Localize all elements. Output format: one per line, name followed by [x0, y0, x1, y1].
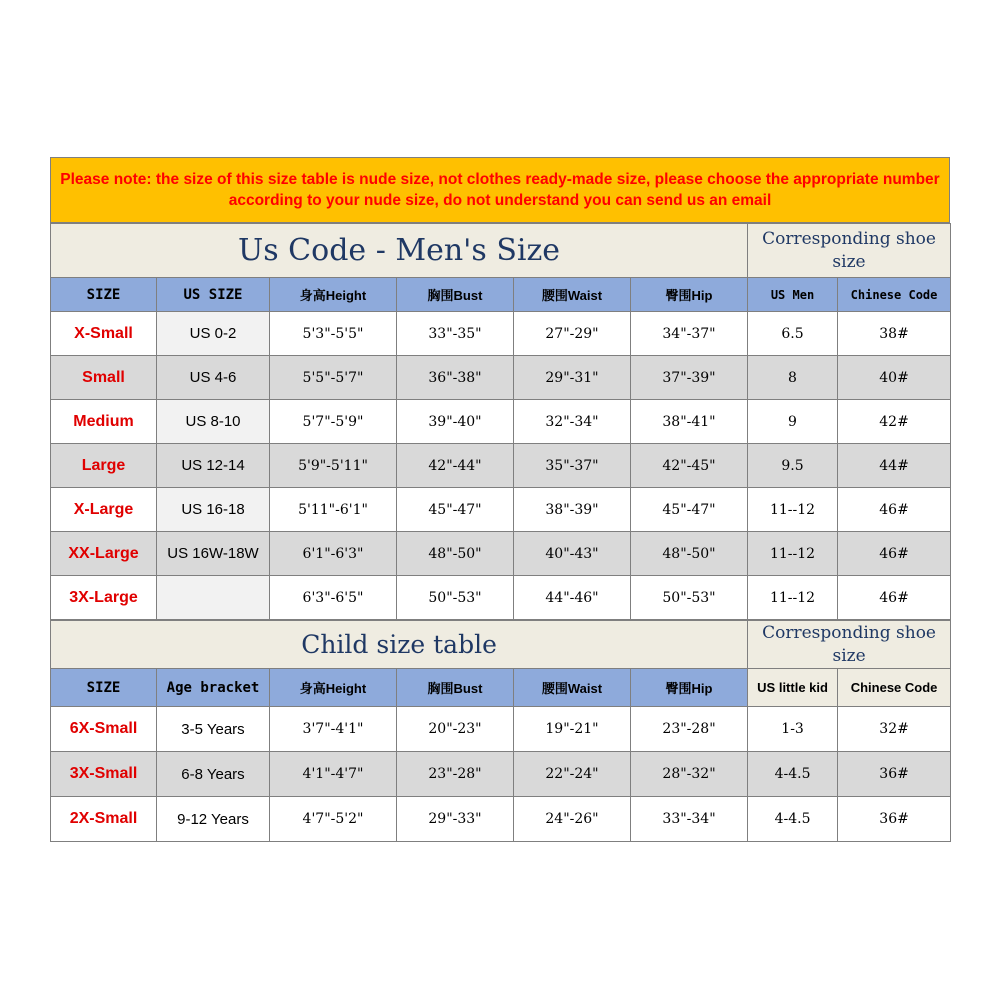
cell-shoe-us: 9	[748, 400, 838, 444]
cell-shoe-chinese: 46#	[838, 488, 951, 532]
cell-bust: 45"-47"	[397, 488, 514, 532]
header-size: SIZE	[51, 278, 157, 312]
table-row	[51, 400, 951, 444]
table-row	[51, 312, 951, 356]
cell-hip: 42"-45"	[631, 444, 748, 488]
cell-shoe-chinese: 42#	[838, 400, 951, 444]
child-shoe-size-title: Corresponding shoe size	[748, 621, 951, 669]
men-table-title: Us Code - Men's Size	[51, 224, 748, 278]
cell-bust: 20"-23"	[397, 707, 514, 752]
table-row	[51, 532, 951, 576]
header-height: 身高Height	[270, 278, 397, 312]
table-row	[51, 356, 951, 400]
cell-hip: 23"-28"	[631, 707, 748, 752]
table-row	[51, 752, 951, 797]
cell-shoe-us: 4-4.5	[748, 797, 838, 842]
child-banner-row	[51, 621, 951, 669]
cell-shoe-chinese: 46#	[838, 576, 951, 620]
cell-size: XX-Large	[51, 532, 157, 576]
cell-shoe-chinese: 40#	[838, 356, 951, 400]
cell-size: 3X-Small	[51, 752, 157, 797]
header-waist: 腰围Waist	[514, 669, 631, 707]
cell-us-size: US 4-6	[157, 356, 270, 400]
cell-height: 4'1"-4'7"	[270, 752, 397, 797]
cell-height: 5'9"-5'11"	[270, 444, 397, 488]
cell-height: 6'3"-6'5"	[270, 576, 397, 620]
cell-us-size: US 16W-18W	[157, 532, 270, 576]
cell-height: 6'1"-6'3"	[270, 532, 397, 576]
men-banner-row	[51, 224, 951, 278]
cell-bust: 50"-53"	[397, 576, 514, 620]
cell-us-size: 6-8 Years	[157, 752, 270, 797]
men-table-body	[51, 312, 951, 620]
header-us-little-kid: US little kid	[748, 669, 838, 707]
cell-us-size: US 8-10	[157, 400, 270, 444]
header-age-bracket: Age bracket	[157, 669, 270, 707]
cell-hip: 45"-47"	[631, 488, 748, 532]
cell-us-size: US 0-2	[157, 312, 270, 356]
cell-us-size: US 16-18	[157, 488, 270, 532]
child-table-title: Child size table	[51, 621, 748, 669]
cell-bust: 36"-38"	[397, 356, 514, 400]
cell-bust: 33"-35"	[397, 312, 514, 356]
child-header-row	[51, 669, 951, 707]
cell-waist: 38"-39"	[514, 488, 631, 532]
cell-shoe-us: 1-3	[748, 707, 838, 752]
cell-waist: 35"-37"	[514, 444, 631, 488]
cell-size: Medium	[51, 400, 157, 444]
cell-size: 6X-Small	[51, 707, 157, 752]
cell-shoe-us: 4-4.5	[748, 752, 838, 797]
cell-shoe-chinese: 38#	[838, 312, 951, 356]
cell-hip: 50"-53"	[631, 576, 748, 620]
cell-waist: 27"-29"	[514, 312, 631, 356]
header-bust: 胸围Bust	[397, 669, 514, 707]
header-us-size: US SIZE	[157, 278, 270, 312]
header-us-men: US Men	[748, 278, 838, 312]
child-size-table	[50, 620, 951, 842]
header-chinese-code: Chinese Code	[838, 669, 951, 707]
cell-size: X-Large	[51, 488, 157, 532]
table-row	[51, 488, 951, 532]
cell-hip: 48"-50"	[631, 532, 748, 576]
cell-height: 3'7"-4'1"	[270, 707, 397, 752]
header-waist: 腰围Waist	[514, 278, 631, 312]
cell-size: 2X-Small	[51, 797, 157, 842]
header-height: 身高Height	[270, 669, 397, 707]
cell-shoe-chinese: 32#	[838, 707, 951, 752]
cell-hip: 33"-34"	[631, 797, 748, 842]
men-header-row	[51, 278, 951, 312]
cell-hip: 28"-32"	[631, 752, 748, 797]
cell-waist: 40"-43"	[514, 532, 631, 576]
header-hip: 臀围Hip	[631, 669, 748, 707]
cell-shoe-us: 6.5	[748, 312, 838, 356]
men-shoe-size-title: Corresponding shoe size	[748, 224, 951, 278]
cell-bust: 23"-28"	[397, 752, 514, 797]
cell-hip: 37"-39"	[631, 356, 748, 400]
cell-hip: 38"-41"	[631, 400, 748, 444]
cell-waist: 19"-21"	[514, 707, 631, 752]
cell-waist: 29"-31"	[514, 356, 631, 400]
cell-size: X-Small	[51, 312, 157, 356]
cell-shoe-chinese: 46#	[838, 532, 951, 576]
cell-shoe-chinese: 44#	[838, 444, 951, 488]
cell-bust: 42"-44"	[397, 444, 514, 488]
cell-waist: 22"-24"	[514, 752, 631, 797]
cell-bust: 29"-33"	[397, 797, 514, 842]
cell-height: 5'3"-5'5"	[270, 312, 397, 356]
table-row	[51, 444, 951, 488]
header-size: SIZE	[51, 669, 157, 707]
child-table-body	[51, 707, 951, 842]
cell-waist: 44"-46"	[514, 576, 631, 620]
cell-height: 5'7"-5'9"	[270, 400, 397, 444]
cell-shoe-us: 11--12	[748, 532, 838, 576]
cell-waist: 24"-26"	[514, 797, 631, 842]
size-chart	[50, 157, 950, 842]
cell-height: 5'11"-6'1"	[270, 488, 397, 532]
cell-height: 5'5"-5'7"	[270, 356, 397, 400]
cell-shoe-chinese: 36#	[838, 752, 951, 797]
table-row	[51, 797, 951, 842]
cell-size: Large	[51, 444, 157, 488]
cell-us-size: 3-5 Years	[157, 707, 270, 752]
cell-us-size: 9-12 Years	[157, 797, 270, 842]
cell-us-size	[157, 576, 270, 620]
table-row	[51, 707, 951, 752]
cell-shoe-us: 11--12	[748, 576, 838, 620]
cell-height: 4'7"-5'2"	[270, 797, 397, 842]
cell-hip: 34"-37"	[631, 312, 748, 356]
cell-shoe-us: 11--12	[748, 488, 838, 532]
header-hip: 臀围Hip	[631, 278, 748, 312]
cell-size: Small	[51, 356, 157, 400]
header-chinese-code: Chinese Code	[838, 278, 951, 312]
men-size-table	[50, 223, 951, 620]
cell-shoe-us: 9.5	[748, 444, 838, 488]
cell-us-size: US 12-14	[157, 444, 270, 488]
table-row	[51, 576, 951, 620]
cell-size: 3X-Large	[51, 576, 157, 620]
size-notice: Please note: the size of this size table is nude size, not clothes ready-made size, please choose the appropriate number according to your nude size, do not understand you can send us an email	[50, 157, 950, 223]
cell-shoe-us: 8	[748, 356, 838, 400]
cell-bust: 39"-40"	[397, 400, 514, 444]
header-bust: 胸围Bust	[397, 278, 514, 312]
cell-bust: 48"-50"	[397, 532, 514, 576]
cell-waist: 32"-34"	[514, 400, 631, 444]
cell-shoe-chinese: 36#	[838, 797, 951, 842]
